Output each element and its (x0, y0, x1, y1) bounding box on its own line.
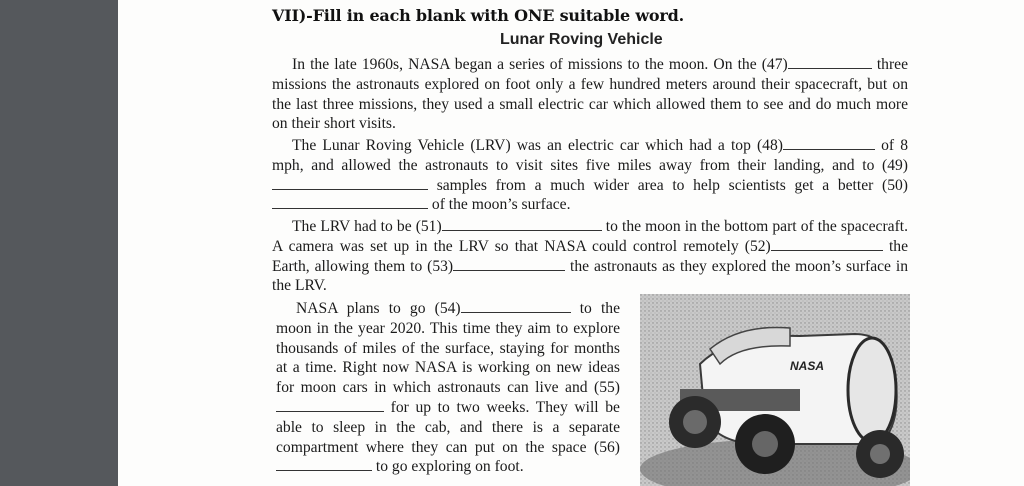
lunar-rover-illustration (640, 294, 910, 486)
paragraph-3 (272, 217, 908, 296)
p2-text-b: of 8 mph, and allowed the astronauts to visit sites five miles away from their landing, and to (49) (272, 137, 909, 174)
p4-text-b: to the moon in the year 2020. This time they aim to explore thousands of miles of the surface, staying for months at a time. Right now NASA is working on new ideas for moon cars in which astronauts can live and (55) (276, 300, 620, 397)
p1-text-b: three missions the astronauts explored on foot only a few hundred meters around their spacecraft, but on the last three missions, they used a small electric car which allowed them to see and do much more on their short visits. (272, 56, 909, 133)
blank-56 (276, 457, 372, 471)
p3-text-b: to the moon in the bottom part of the spacecraft. A camera was set up in the LRV so that NASA could control remotely (52) (272, 218, 909, 255)
blank-52 (771, 237, 883, 251)
nasa-logo-text: NASA (790, 359, 825, 373)
p4-text-d: to go exploring on foot. (375, 458, 524, 476)
passage-title: Lunar Roving Vehicle (500, 31, 663, 48)
p2-text-c: samples from a much wider area to help scientists get a better (50) (436, 176, 908, 194)
rover-window (848, 338, 896, 442)
blank-54 (461, 299, 571, 313)
p3-text-a: The LRV had to be (51) (292, 218, 442, 235)
viewer-sidebar (0, 0, 118, 486)
p4-text-a: NASA plans to go (54) (296, 300, 461, 317)
rover-hub-rear (870, 444, 890, 464)
paragraph-4 (276, 299, 620, 477)
p3-text-c: the Earth, allowing them to (53) (272, 237, 908, 275)
p1-text-a: In the late 1960s, NASA began a series of missions to the moon. On the (47) (292, 56, 788, 73)
blank-49 (272, 176, 428, 190)
blank-50 (272, 195, 428, 209)
rover-hub-front (683, 410, 707, 434)
p3-text-d: the astronauts as they explored the moon’s surface in the LRV. (272, 257, 908, 295)
blank-53 (453, 257, 565, 271)
blank-51 (442, 217, 602, 231)
lunar-rover-photo (640, 294, 910, 486)
rover-hub-middle (752, 431, 778, 457)
exercise-heading: VII)-Fill in each blank with ONE suitable word. (272, 6, 684, 25)
blank-48 (783, 136, 875, 150)
paragraph-1 (272, 55, 908, 134)
paragraph-2 (272, 136, 908, 215)
p2-text-a: The Lunar Roving Vehicle (LRV) was an electric car which had a top (48) (292, 137, 783, 154)
blank-47 (788, 55, 872, 69)
p4-text-c: for up to two weeks. They will be able to sleep in the cab, and there is a separate compartment where they can put on the space (56) (276, 398, 620, 456)
blank-55 (276, 398, 384, 412)
p2-text-d: of the moon’s surface. (431, 196, 571, 214)
